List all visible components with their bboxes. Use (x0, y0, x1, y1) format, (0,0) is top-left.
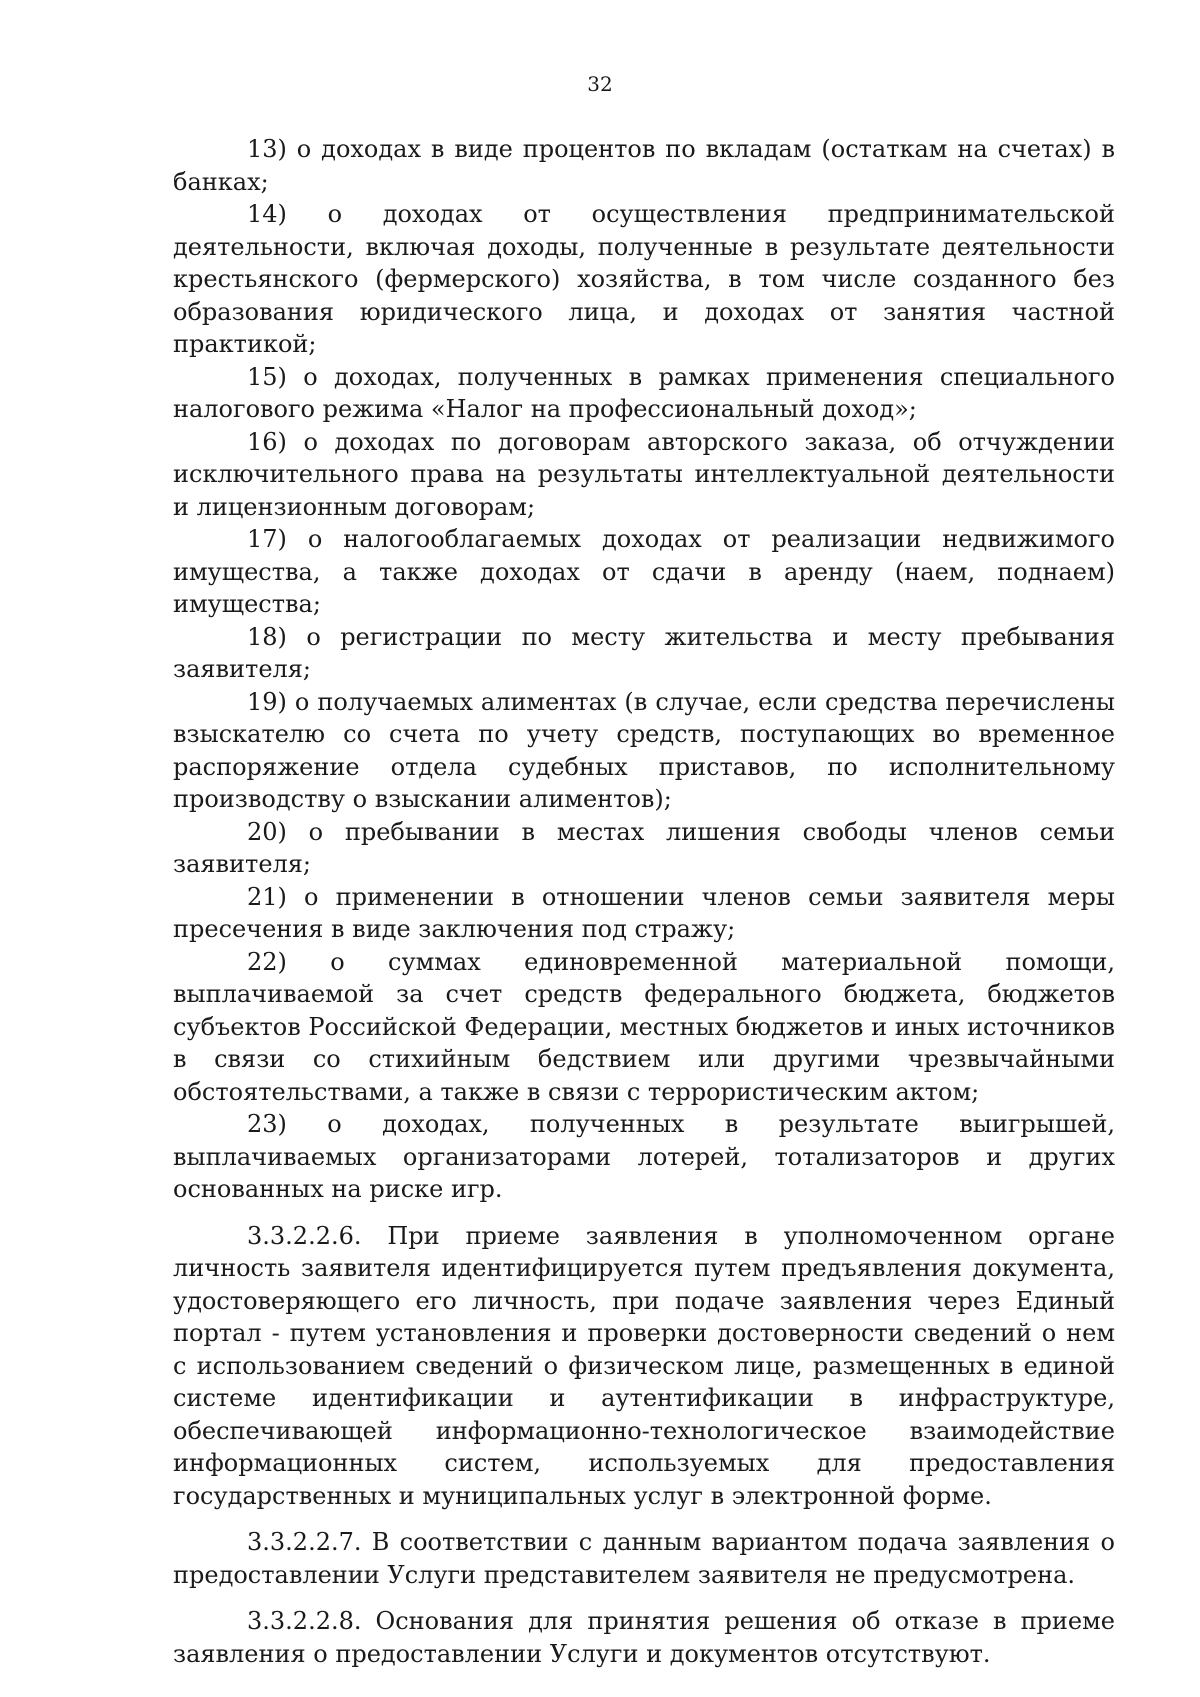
clause-3-3-2-2-8: 3.3.2.2.8. Основания для принятия решения об отказе в приеме заявления о предоставлении Услуги и документов отсутствуют. (173, 1607, 1115, 1668)
page-number: 32 (587, 72, 613, 96)
list-item-18: 18) о регистрации по месту жительства и месту пребывания заявителя; (173, 622, 1115, 683)
list-item-13: 13) о доходах в виде процентов по вкладам (остаткам на счетах) в банках; (173, 135, 1115, 196)
document-body (173, 133, 1115, 1670)
list-item-14: 14) о доходах от осуществления предпринимательской деятельности, включая доходы, полученные в результате деятельности крестьянского (фермерского) хозяйства, в том числе созданного без образования юридического лица, и доходах от занятия частной практикой; (173, 200, 1115, 358)
list-item-17: 17) о налогооблагаемых доходах от реализации недвижимого имущества, а также доходах от сдачи в аренду (наем, поднаем) имущества; (173, 525, 1115, 618)
clause-3-3-2-2-7: 3.3.2.2.7. В соответствии с данным вариантом подача заявления о предоставлении Услуги представителем заявителя не предусмотрена. (173, 1528, 1115, 1589)
list-item-20: 20) о пребывании в местах лишения свободы членов семьи заявителя; (173, 817, 1115, 878)
list-item-15: 15) о доходах, полученных в рамках применения специального налогового режима «Налог на профессиональный доход»; (173, 362, 1115, 423)
list-item-16: 16) о доходах по договорам авторского заказа, об отчуждении исключительного права на результаты интеллектуальной деятельности и лицензионным договорам; (173, 427, 1115, 521)
clause-3-3-2-2-6: 3.3.2.2.6. При приеме заявления в уполномоченном органе личность заявителя идентифицируется путем предъявления документа, удостоверяющего его личность, при подаче заявления через Единый портал - путем установления и проверки достоверности сведений о нем с использованием сведений о физическом лице, размещенных в единой системе идентификации и аутентификации в инфраструктуре, обеспечивающей информационно-технологическое взаимодействие информационных систем, используемых для предоставления государственных и муниципальных услуг в электронной форме. (173, 1221, 1115, 1510)
list-item-21: 21) о применении в отношении членов семьи заявителя меры пресечения в виде заключения под стражу; (173, 882, 1115, 943)
list-item-22: 22) о суммах единовременной материальной помощи, выплачиваемой за счет средств федерального бюджета, бюджетов субъектов Российской Федерации, местных бюджетов и иных источников в связи со стихийным бедствием или другими чрезвычайными обстоятельствами, а также в связи с террористическим актом; (173, 947, 1115, 1106)
list-item-19: 19) о получаемых алиментах (в случае, если средства перечислены взыскателю со счета по учету средств, поступающих во временное распоряжение отдела судебных приставов, по исполнительному производству о взыскании алиментов); (173, 687, 1115, 813)
list-item-23: 23) о доходах, полученных в результате выигрышей, выплачиваемых организаторами лотерей, тотализаторов и других основанных на риске игр. (173, 1110, 1115, 1203)
